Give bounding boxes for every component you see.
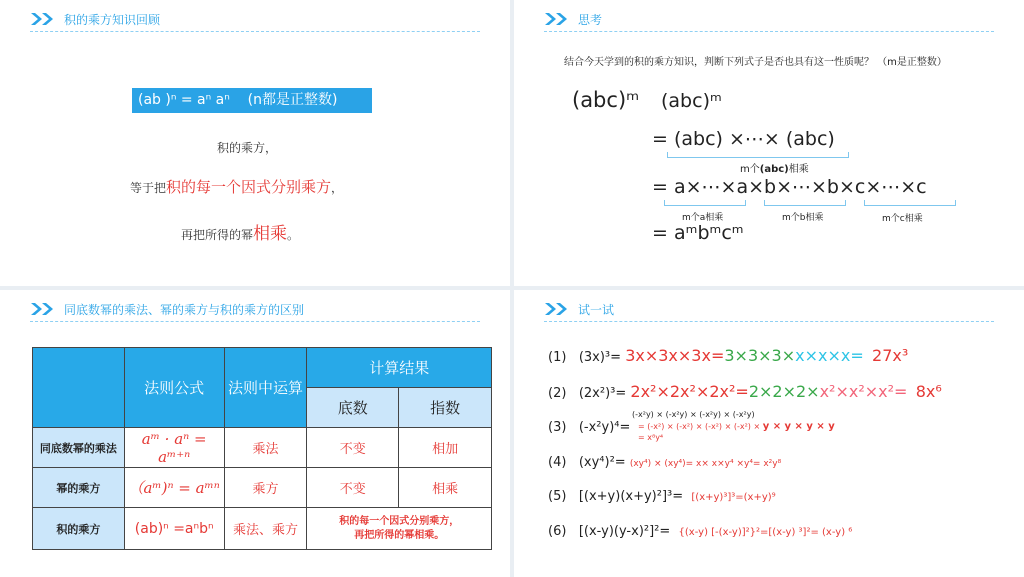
header-result: 计算结果 <box>307 348 492 388</box>
problem-question: (xy⁴)²= <box>578 455 626 470</box>
problem-number: (1) <box>548 350 567 365</box>
problem-2 <box>548 382 942 401</box>
problem-question: (-x²y)⁴= <box>578 420 631 435</box>
problem-number: (5) <box>548 489 567 504</box>
problem-3-step-3: = x⁸y⁴ <box>638 433 664 442</box>
expansion-step-1: = (abc) ×⋯× (abc) <box>652 128 835 150</box>
header-exponent: 指数 <box>399 388 492 428</box>
row-formula: aᵐ · aⁿ = aᵐ⁺ⁿ <box>124 428 224 468</box>
rule-line-3-pre: 再把所得的幂 <box>181 228 254 242</box>
double-chevron-icon <box>544 302 570 316</box>
brace-b-label: m个b相乘 <box>782 213 824 223</box>
rule-line-2-highlight: 积的每一个因式分别乘方 <box>166 178 332 196</box>
step-2-main: = (-x²) × (-x²) × (-x²) × (-x²) × <box>638 422 763 431</box>
header-corner <box>33 348 125 428</box>
header-base: 底数 <box>307 388 399 428</box>
answer-part: x²×x²×x²= <box>819 382 908 401</box>
problem-number: (6) <box>548 524 567 539</box>
rule-line-1: 积的乘方， <box>217 141 278 155</box>
panel-title: 同底数幂的乘法、幂的乘方与积的乘方的区别 <box>64 302 305 317</box>
row-exponent: 相乘 <box>399 468 492 508</box>
expansion-result: = aᵐbᵐcᵐ <box>652 222 744 244</box>
divider <box>30 31 480 32</box>
double-chevron-icon <box>30 302 56 316</box>
problem-question: (3x)³= <box>578 350 622 365</box>
panel-title: 思考 <box>578 12 603 27</box>
rule-line-2-post: ， <box>331 181 344 195</box>
brace-a-label: m个a相乘 <box>682 213 724 223</box>
answer-part: 3x×3x×3x= <box>625 346 725 365</box>
double-chevron-icon <box>30 12 56 26</box>
problem-number: (2) <box>548 386 567 401</box>
divider <box>544 31 994 32</box>
answer: (xy⁴) × (xy⁴)= x× x×y⁴ ×y⁴= x²y⁸ <box>629 459 782 469</box>
row-formula: （aᵐ)ⁿ = aᵐⁿ <box>124 468 224 508</box>
brace-abc <box>667 152 849 158</box>
panel-try <box>514 290 1024 577</box>
problem-4 <box>548 455 781 470</box>
problem-3 <box>548 420 630 435</box>
brace-a <box>664 200 746 206</box>
panel-title: 积的乘方知识回顾 <box>64 12 161 27</box>
rule-line-3-highlight: 相乘 <box>253 224 288 244</box>
problem-3-step-1: (-x²y) × (-x²y) × (-x²y) × (-x²y) <box>632 410 755 419</box>
problem-question: [(x-y)(y-x)²]²= <box>578 524 671 539</box>
brace-abc-bold: (abc) <box>759 164 789 175</box>
brace-abc-pre: m个 <box>740 164 760 175</box>
row-base: 不变 <box>307 428 399 468</box>
row-operation: 乘方 <box>224 468 307 508</box>
answer: [(x+y)³]³=(x+y)⁹ <box>691 492 776 503</box>
problem-number: (4) <box>548 455 567 470</box>
problem-1 <box>548 346 908 365</box>
think-intro: 结合今天学到的积的乘方知识，判断下列式子是否也具有这一性质呢？ （m是正整数） <box>564 57 947 68</box>
answer-part: 2×2×2× <box>748 382 820 401</box>
row-operation: 乘法、乘方 <box>224 508 307 550</box>
panel-header <box>544 298 614 320</box>
row-formula: (ab)ⁿ =aⁿbⁿ <box>124 508 224 550</box>
row-merged-result <box>307 508 492 550</box>
answer-result: 8x⁶ <box>915 382 942 401</box>
lhs-expression: (abc)ᵐ <box>572 88 640 112</box>
panel-title: 试一试 <box>578 302 615 317</box>
problem-question: [(x+y)(x+y)²]³= <box>578 489 684 504</box>
answer-part: 2x²×2x²×2x²= <box>630 382 749 401</box>
merged-line-1: 积的每一个因式分别乘方， <box>339 515 460 527</box>
comparison-table <box>32 347 492 550</box>
double-chevron-icon <box>544 12 570 26</box>
row-label: 幂的乘方 <box>33 468 125 508</box>
problem-6 <box>548 524 852 539</box>
table-row <box>33 428 492 468</box>
brace-abc-post: 相乘 <box>788 164 809 175</box>
lhs-expression-2: (abc)ᵐ <box>661 90 722 112</box>
answer-part: x×x×x= <box>795 346 864 365</box>
rule-line-3-post: 。 <box>287 228 300 242</box>
rule-line-3 <box>181 219 299 244</box>
panel-header <box>30 8 160 30</box>
table-row <box>33 508 492 550</box>
divider <box>544 321 994 322</box>
header-rule: 法则公式 <box>124 348 224 428</box>
brace-c <box>864 200 956 206</box>
brace-b <box>764 200 846 206</box>
row-operation: 乘法 <box>224 428 307 468</box>
row-exponent: 相加 <box>399 428 492 468</box>
row-label: 同底数幂的乘法 <box>33 428 125 468</box>
header-operation: 法则中运算 <box>224 348 307 428</box>
panel-header <box>544 8 602 30</box>
panel-header <box>30 298 304 320</box>
merged-line-2: 再把所得的幂相乘。 <box>354 529 445 541</box>
expansion-step-2: = a×⋯×a×b×⋯×b×c×⋯×c <box>652 176 927 198</box>
divider <box>30 321 480 322</box>
step-2-bold: y × y × y × y <box>762 421 835 432</box>
answer-result: 27x³ <box>872 346 909 365</box>
problem-number: (3) <box>548 420 567 435</box>
brace-abc-label <box>740 160 809 175</box>
row-base: 不变 <box>307 468 399 508</box>
panel-review <box>0 0 510 286</box>
formula-text: (ab )ⁿ = aⁿ aⁿ (n都是正整数) <box>138 92 338 108</box>
row-label: 积的乘方 <box>33 508 125 550</box>
formula-box <box>132 88 372 113</box>
rule-line-2-pre: 等于把 <box>130 181 167 195</box>
problem-3-step-2 <box>638 421 835 432</box>
answer-part: 3×3×3× <box>724 346 796 365</box>
problem-question: (2x²)³= <box>578 386 627 401</box>
rule-line-2 <box>130 176 343 197</box>
problem-5 <box>548 489 776 504</box>
answer: {(x-y) [-(x-y)]²}²=[(x-y) ³]²= (x-y) ⁶ <box>678 527 853 538</box>
table-row <box>33 468 492 508</box>
panel-think <box>514 0 1024 286</box>
brace-c-label: m个c相乘 <box>882 214 923 224</box>
